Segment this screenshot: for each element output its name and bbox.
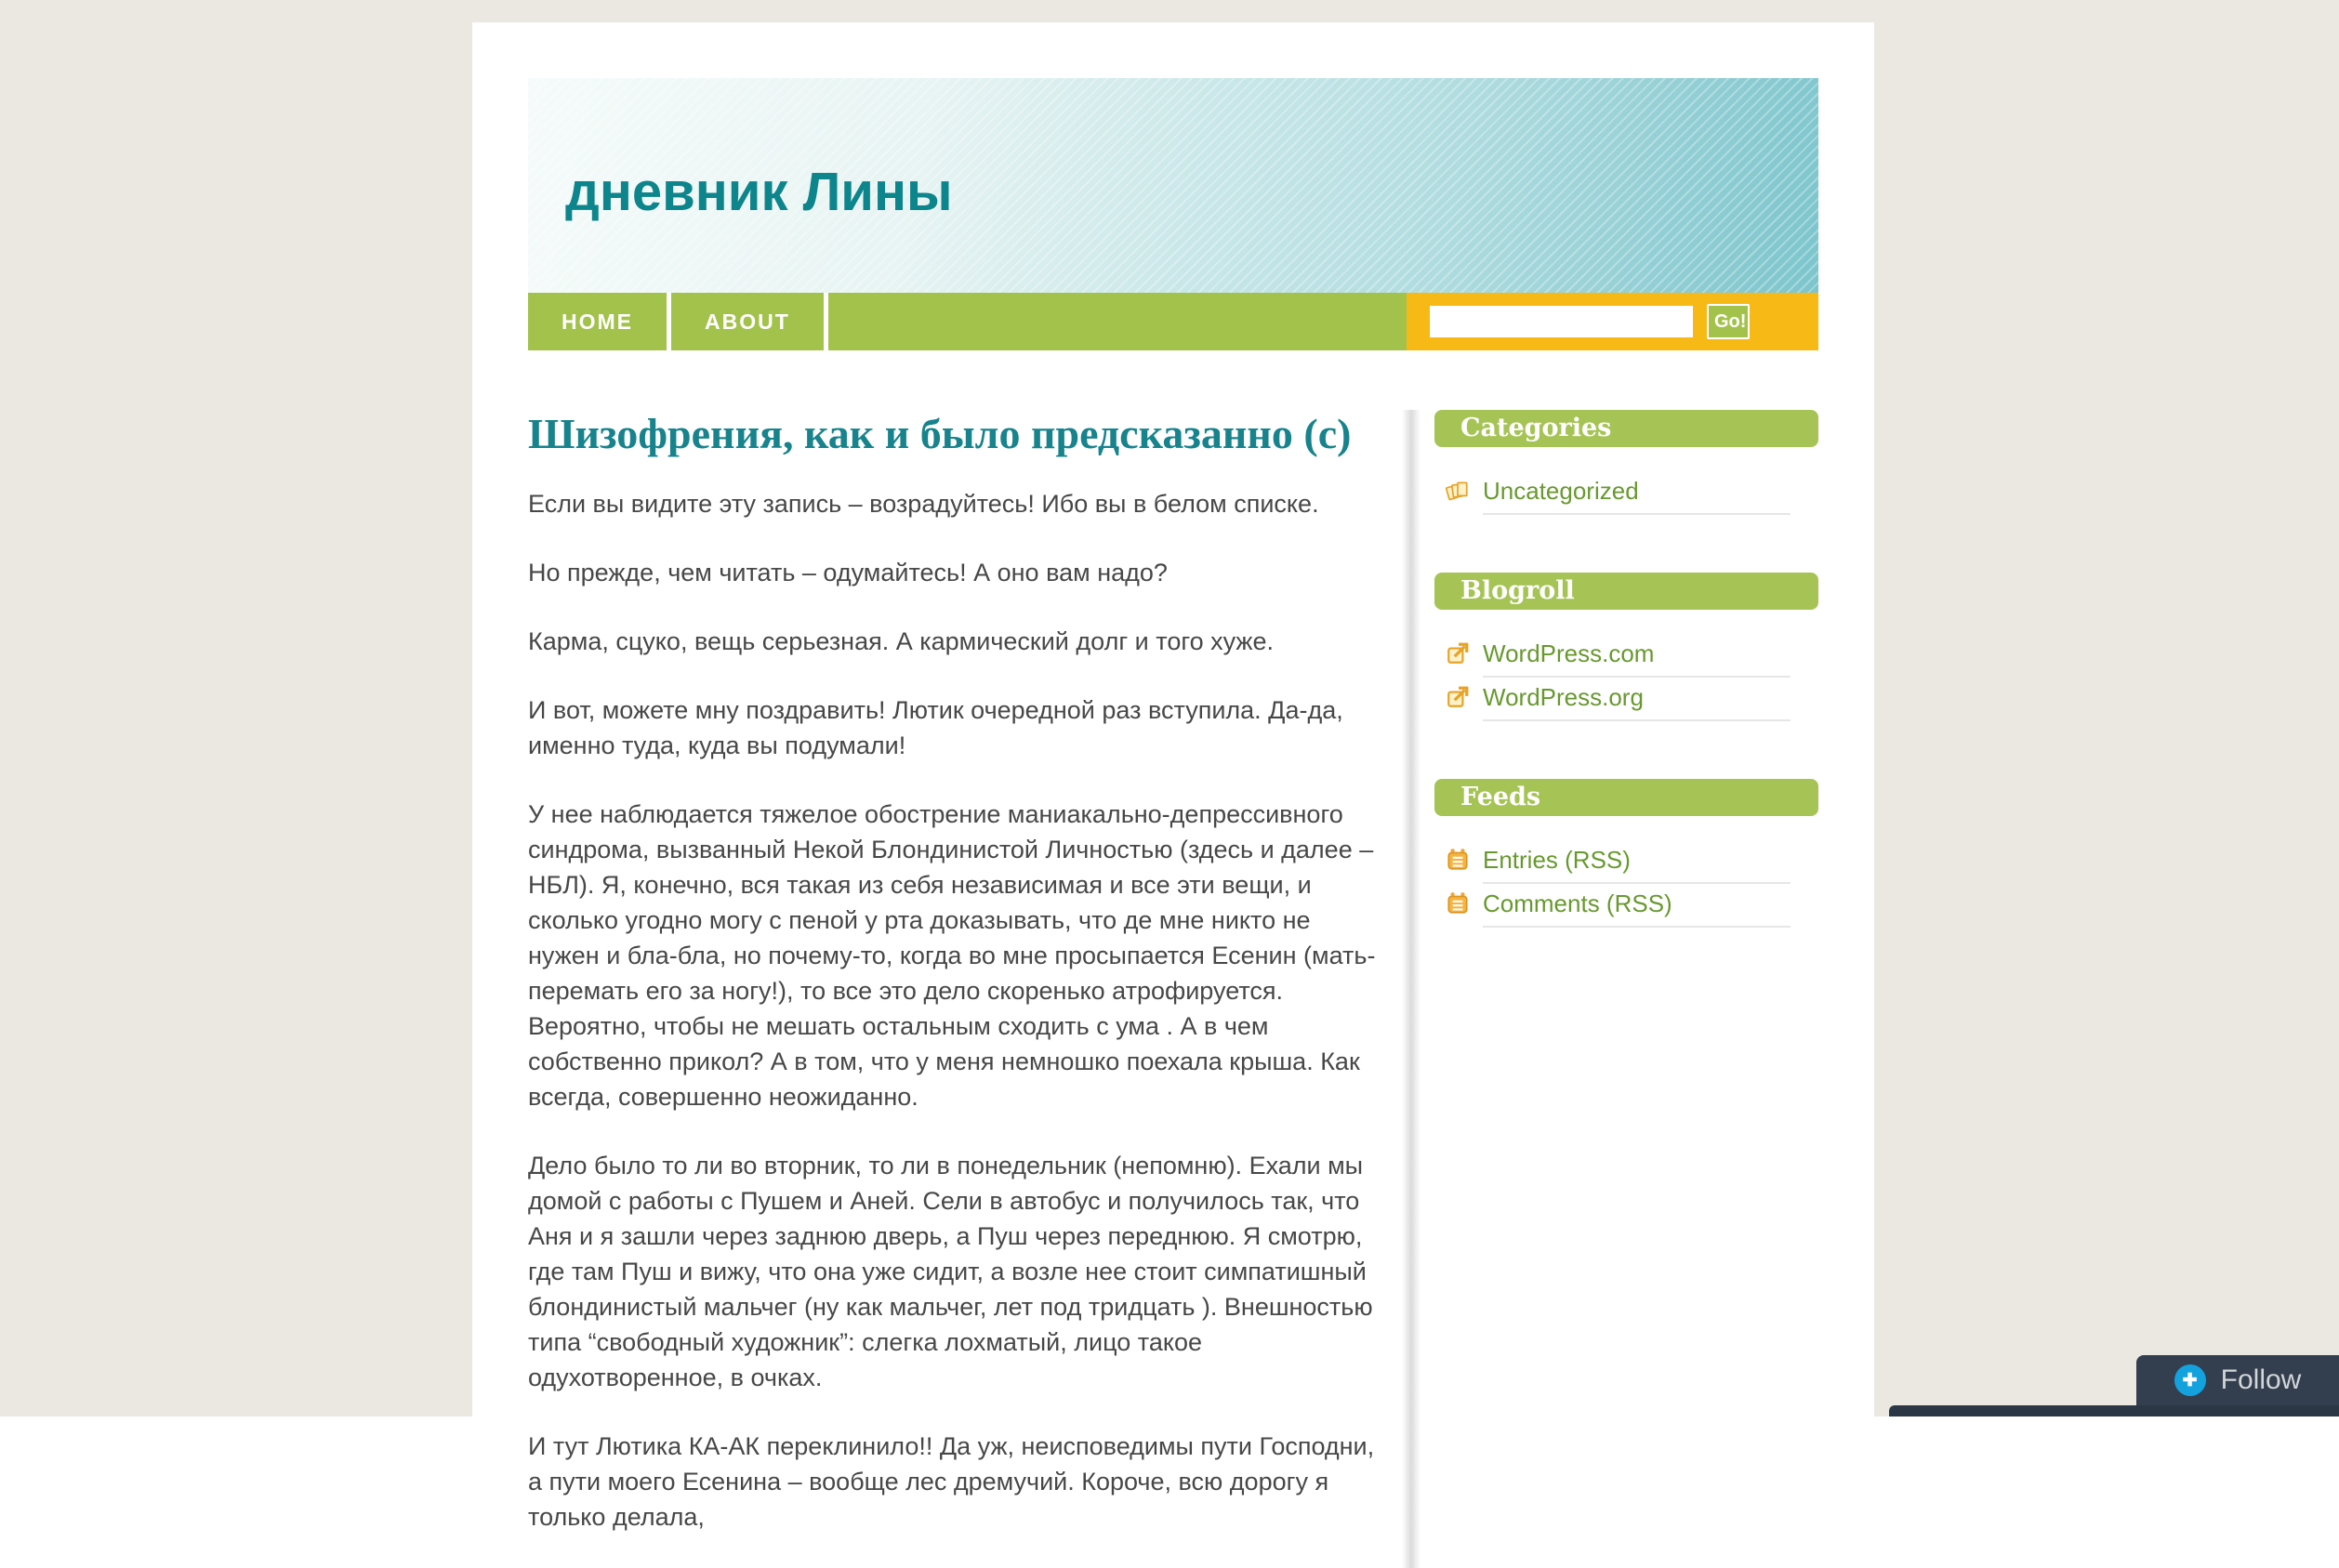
header-banner [528, 78, 1818, 293]
plus-icon: ✚ [2174, 1364, 2206, 1396]
list-item [1434, 678, 1818, 721]
blogroll-link[interactable]: WordPress.org [1483, 683, 1644, 711]
search-go-button[interactable]: Go! [1707, 304, 1750, 339]
widget-feeds [1434, 779, 1818, 928]
feed-link[interactable]: Entries (RSS) [1483, 846, 1631, 874]
post-title[interactable]: Шизофрения, как и было предсказанно (с) [528, 410, 1352, 457]
list-item [1434, 884, 1818, 928]
list-item-underline [1483, 840, 1791, 884]
post-paragraph: Дело было то ли во вторник, то ли в понедельник (непомню). Ехали мы домой с работы с Пушем и Аней. Сели в автобус и получилось так, что Аня и я зашли через заднюю дверь, а Пуш через переднюю. Я смотрю, где там Пуш и вижу, что она уже сидит, а возле нее стоит симпатишный блондинистый мальчег (ну как мальчег, лет под тридцать ). Внешностью типа “свободный художник”: слегка лохматый, лицо такое одухотворенное, в очках. [528, 1152, 1373, 1391]
sidebar [1434, 410, 1818, 1568]
post-paragraph: Карма, сцуко, вещь серьезная. А кармический долг и того хуже. [528, 627, 1274, 655]
post-paragraph: Если вы видите эту запись – возрадуйтесь! Ибо вы в белом списке. [528, 490, 1319, 518]
column-divider [1388, 410, 1434, 1568]
external-link-icon [1446, 685, 1470, 709]
list-item [1434, 471, 1818, 515]
search-input[interactable] [1430, 306, 1693, 337]
feed-link[interactable]: Comments (RSS) [1483, 889, 1672, 917]
post-paragraph: И тут Лютика КА-АК переклинило!! Да уж, неисповедимы пути Господни, а пути моего Есенина – вообще лес дремучий. Короче, всю дорогу я только делала, [528, 1432, 1375, 1531]
list-item-underline [1483, 471, 1791, 515]
post-paragraph: И вот, можете мну поздравить! Лютик очередной раз вступила. Да-да, именно туда, куда вы подумали! [528, 696, 1343, 759]
nav-item-home[interactable]: HOME [528, 293, 671, 350]
widget-title: Blogroll [1434, 573, 1818, 610]
list-item [1434, 840, 1818, 884]
post-paragraph: У нее наблюдается тяжелое обострение маниакально-депрессивного синдрома, вызванный Некой Блондинистой Личностью (здесь и далее – НБЛ). Я, конечно, вся такая из себя независимая и все эти вещи, и сколько угодно могу с пеной у рта доказывать, что де мне никто не нужен и бла-бла, но почему-то, когда во мне просыпается Есенин (мать-перемать его за ногу!), то все это дело скоренько атрофируется. Вероятно, чтобы не мешать остальным сходить с ума . А в чем собственно прикол? А в том, что у меня немношко поехала крыша. Как всегда, совершенно неожиданно. [528, 800, 1376, 1111]
widget-title: Feeds [1434, 779, 1818, 816]
content-area [528, 410, 1818, 1568]
feed-icon [1446, 848, 1470, 872]
main-nav [528, 293, 1818, 350]
widget-title: Categories [1434, 410, 1818, 447]
nav-filler [828, 293, 1407, 350]
blog-title[interactable]: дневник Лины [565, 162, 953, 222]
list-item-underline [1483, 884, 1791, 928]
widget-categories [1434, 410, 1818, 515]
widget-blogroll [1434, 573, 1818, 721]
post-paragraph: Но прежде, чем читать – одумайтесь! А оно вам надо? [528, 559, 1168, 586]
follow-bar-strip [1889, 1405, 2339, 1416]
external-link-icon [1446, 641, 1470, 665]
follow-label: Follow [2220, 1364, 2302, 1395]
follow-button[interactable] [2136, 1355, 2339, 1405]
main-column [528, 410, 1388, 1568]
pages-icon [1446, 479, 1470, 503]
list-item-underline [1483, 678, 1791, 721]
category-link[interactable]: Uncategorized [1483, 477, 1639, 505]
feed-icon [1446, 891, 1470, 916]
nav-item-about[interactable]: ABOUT [671, 293, 828, 350]
list-item [1434, 634, 1818, 678]
search-area [1407, 293, 1818, 350]
list-item-underline [1483, 634, 1791, 678]
blogroll-link[interactable]: WordPress.com [1483, 639, 1655, 667]
blog-page [472, 22, 1874, 1531]
